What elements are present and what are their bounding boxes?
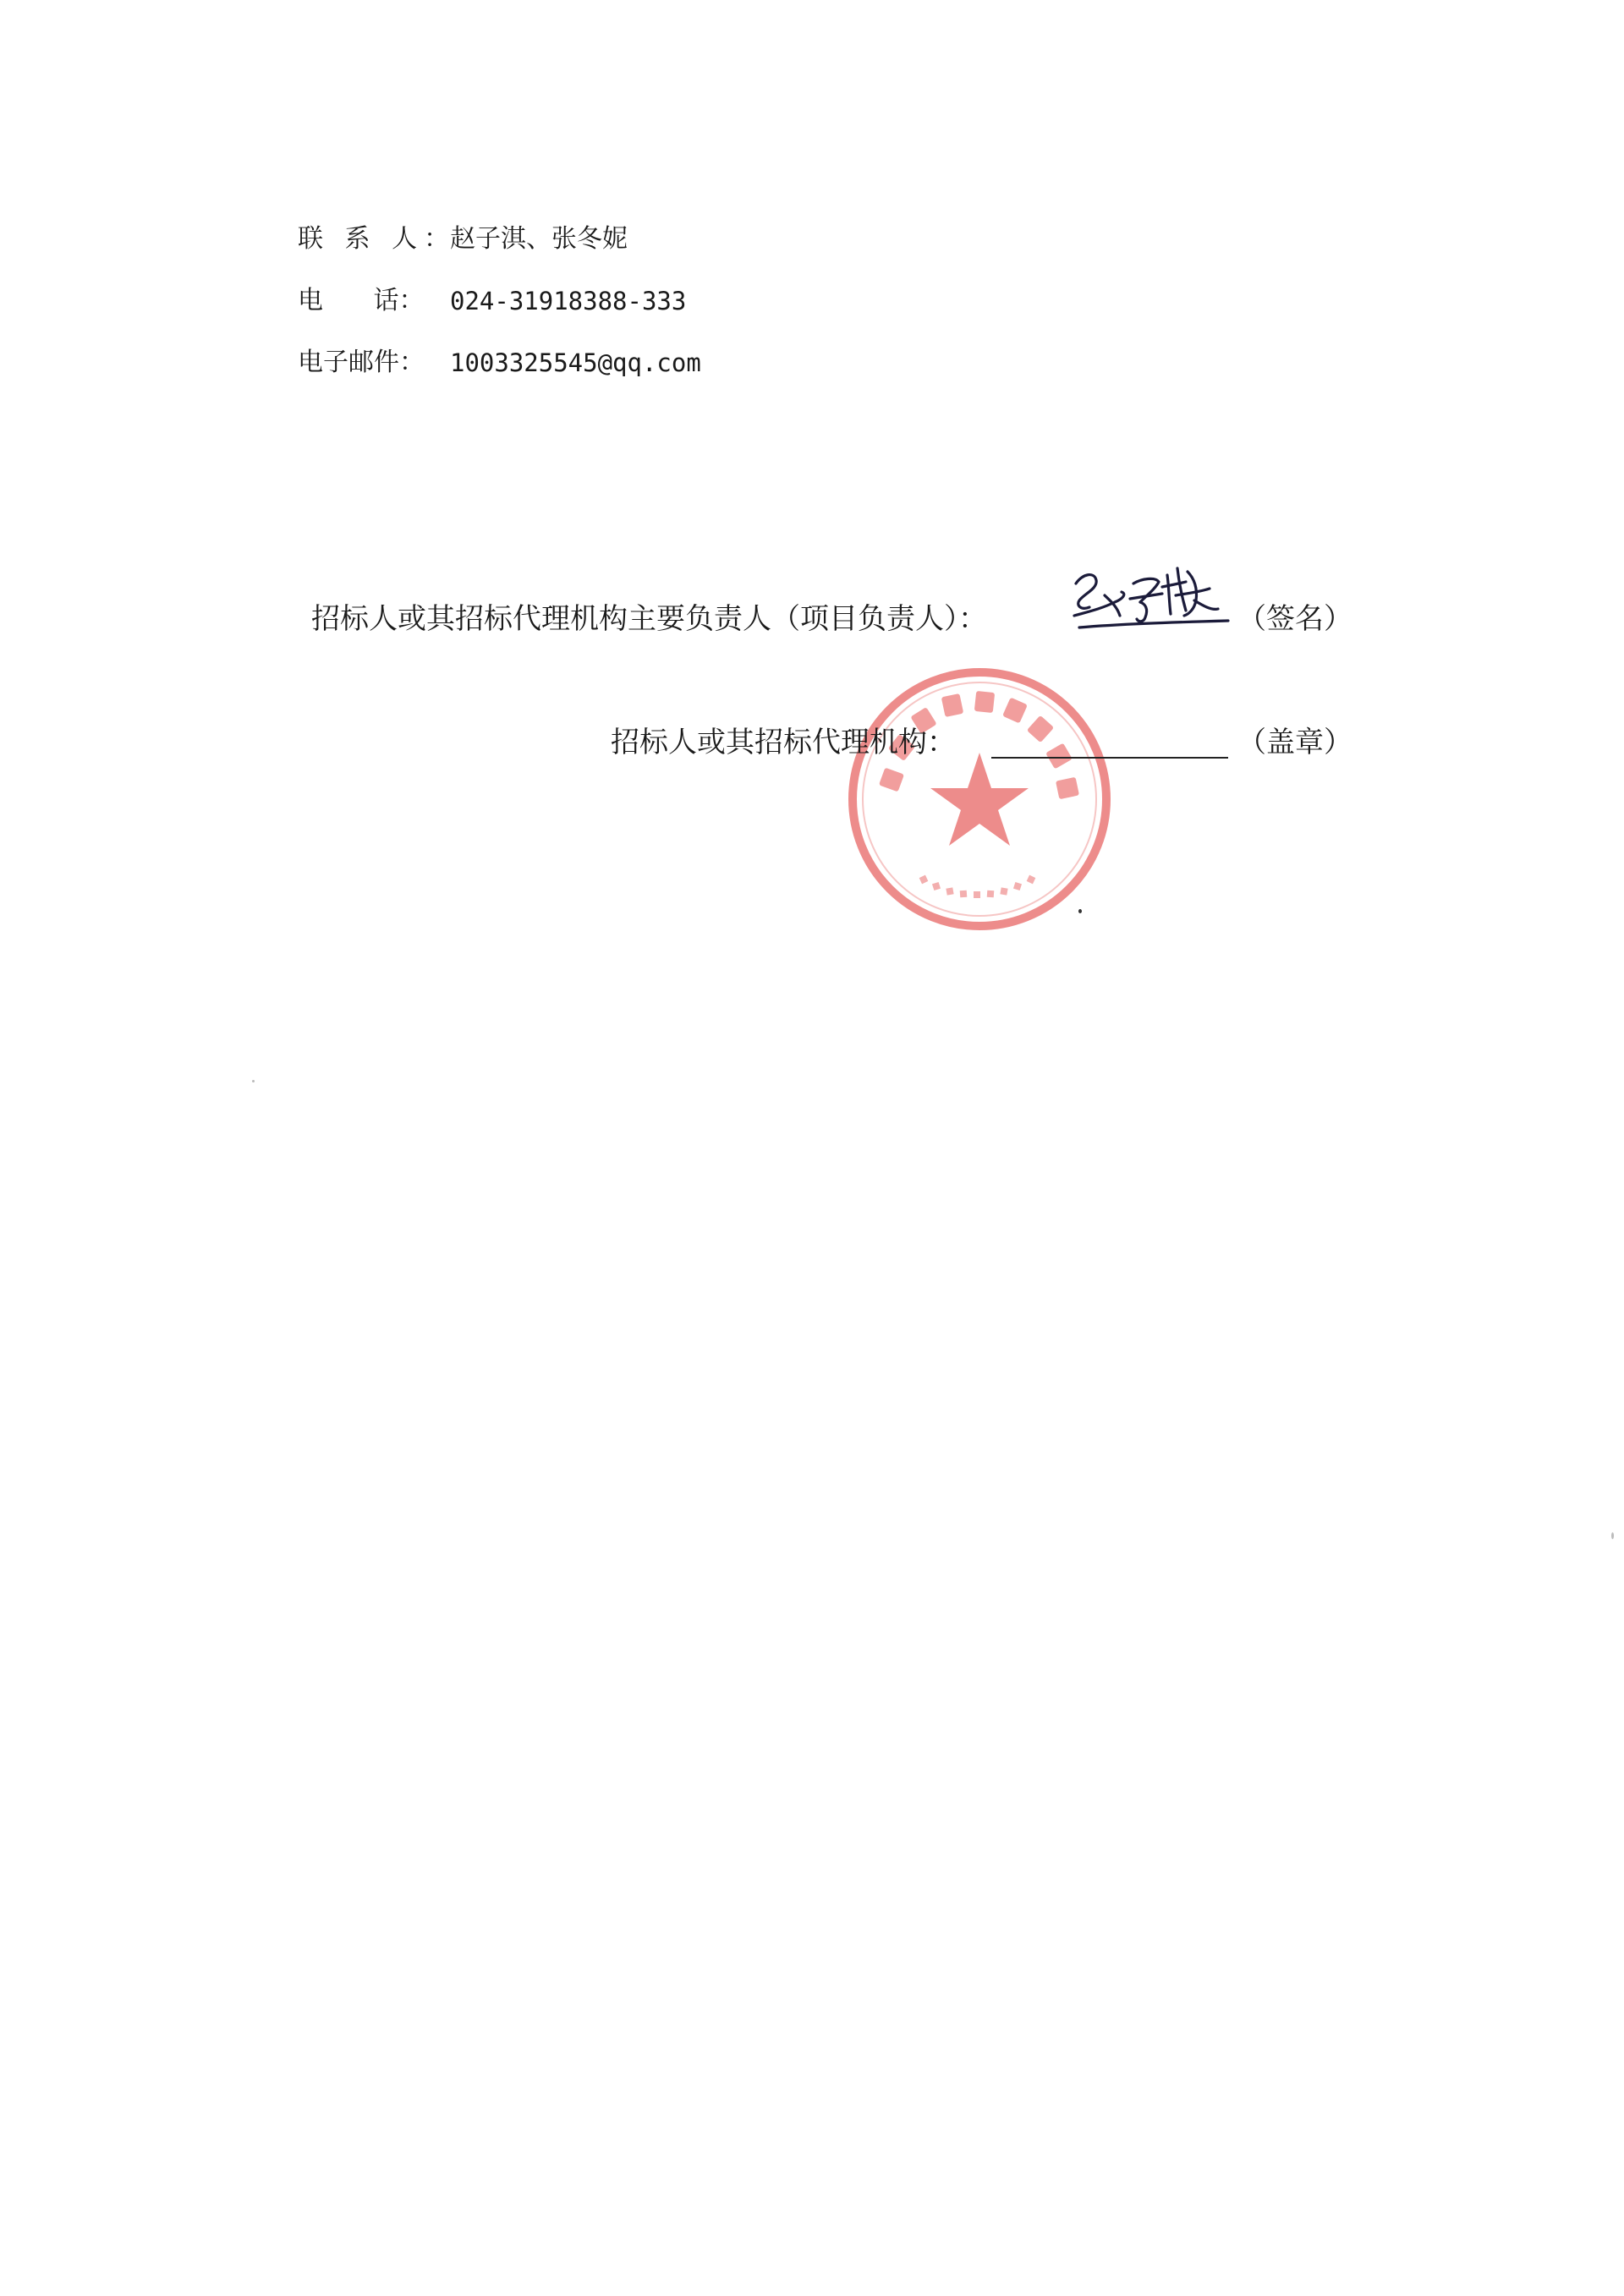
- company-seal: [840, 668, 1119, 930]
- seal-suffix: （盖章）: [1237, 726, 1352, 759]
- contact-email-label-text: 电子邮件：: [298, 348, 425, 377]
- contact-person-label-text: 联 系 人：: [298, 224, 457, 254]
- contact-phone-label: [298, 288, 425, 314]
- signature-suffix: （签名）: [1237, 602, 1352, 636]
- contact-email-label: [298, 350, 425, 375]
- scan-speck: [252, 1080, 255, 1082]
- handwritten-signature: [1067, 550, 1237, 643]
- contact-phone-label-text: 电 话：: [298, 286, 425, 315]
- contact-phone-value: 024-31918388-333: [450, 287, 687, 315]
- seal-blank-underline: [991, 757, 1228, 759]
- contact-person-label: [298, 224, 457, 254]
- seal-line-label: 招标人或其招标代理机构：: [611, 726, 956, 759]
- contact-email-value: 1003325545@qq.com: [450, 348, 701, 377]
- signature-line-label: 招标人或其招标代理机构主要负责人（项目负责人）：: [311, 602, 987, 636]
- scan-speck: [1078, 909, 1082, 913]
- contact-person-value: 赵子淇、张冬妮: [450, 224, 628, 254]
- scan-speck: [1611, 1532, 1614, 1539]
